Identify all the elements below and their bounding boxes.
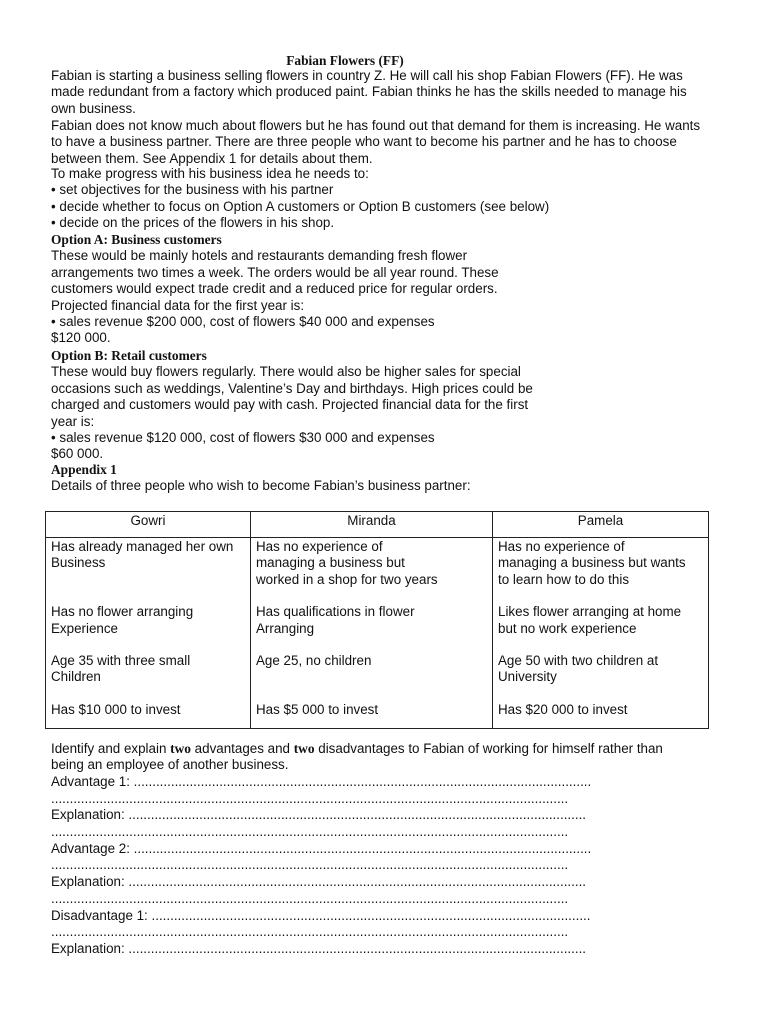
answer-label: Explanation: (51, 940, 129, 956)
option-a-text: These would be mainly hotels and restaurants demanding fresh flower arrangements two times a week. The orders would be all year round. These customers would expect trade credit and a reduced price for regular orders. (51, 248, 499, 297)
answer-line[interactable] (51, 824, 621, 841)
table-header-row (46, 512, 709, 538)
intro-paragraph-1 (51, 68, 701, 117)
intro-text-3: To make progress with his business idea he needs to: (51, 166, 369, 181)
answer-label: Advantage 1: (51, 774, 134, 789)
question-part: Identify and explain (51, 741, 171, 756)
cell-text: but no work experience (498, 620, 637, 636)
cell-text: Has no flower arranging (51, 604, 194, 620)
answer-line[interactable] (51, 791, 621, 808)
answer-dots: ........................................................................................................................... (128, 807, 587, 823)
table-cell (46, 538, 251, 729)
cell-text: Arranging (256, 620, 315, 636)
option-b-heading: Option B: Retail customers (51, 348, 207, 363)
question-part: advantages and (190, 741, 294, 756)
cell-spacer (256, 686, 487, 702)
cell-text: to learn how to do this (498, 571, 630, 587)
answer-label: Disadvantage 1: (51, 907, 152, 923)
appendix-section (51, 462, 701, 495)
page-title: Fabian Flowers (FF) (286, 53, 404, 68)
cell-text: Age 50 with two children at (498, 653, 659, 669)
answer-line[interactable] (51, 841, 621, 858)
intro-text-2: Fabian does not know much about flowers but he has found out that demand for them is increasing. He wants to have a business partner. There are three people who want to become his partner and he has to choose between them. See Appendix 1 for details about them. (51, 118, 701, 166)
cell-spacer (51, 572, 245, 588)
cell-spacer (498, 686, 703, 702)
appendix-subtitle: Details of three people who wish to become Fabian’s business partner: (51, 478, 471, 494)
intro-paragraph-2 (51, 118, 701, 167)
answer-label: Advantage 2: (51, 840, 134, 856)
answer-line[interactable] (51, 908, 621, 925)
option-a-bullet: • sales revenue $200 000, cost of flowers $40 000 and expenses $120 000. (51, 314, 435, 346)
task-bullet: • set objectives for the business with his partner (51, 182, 334, 198)
cell-spacer (51, 686, 245, 702)
answer-dots: ........................................................................................................................................... (51, 890, 569, 906)
table-cell (251, 538, 493, 729)
appendix-heading: Appendix 1 (51, 462, 117, 477)
cell-text: Business (51, 555, 106, 571)
cell-text: Likes flower arranging at home (498, 604, 682, 620)
cell-text: Has $10 000 to invest (51, 701, 181, 717)
cell-text: worked in a shop for two years (256, 571, 438, 587)
answer-line[interactable] (51, 924, 621, 941)
answer-dots: ........................................................................................................................... (133, 774, 592, 789)
answer-line[interactable] (51, 774, 621, 791)
header-miranda: Miranda (251, 512, 493, 538)
header-pamela: Pamela (493, 512, 709, 538)
cell-text: University (498, 669, 557, 685)
option-a-section (51, 232, 541, 347)
table-row (46, 538, 709, 729)
option-b-text: These would buy flowers regularly. There would also be higher sales for special occasions such as weddings, Valentine’s Day and birthdays. High prices could be charged and customers would pay with cash. Projected financial data for the first year is: (51, 364, 533, 429)
answer-line[interactable] (51, 941, 621, 958)
answer-line[interactable] (51, 857, 621, 874)
cell-text: Has qualifications in flower (256, 604, 415, 620)
option-b-bullet: • sales revenue $120 000, cost of flowers $30 000 and expenses $60 000. (51, 430, 435, 462)
table-cell (493, 538, 709, 729)
answer-dots: ........................................................................................................................... (128, 940, 587, 956)
cell-spacer (498, 637, 703, 653)
answer-dots: ........................................................................................................................... (133, 840, 592, 856)
answer-line[interactable] (51, 807, 621, 824)
cell-spacer (256, 637, 487, 653)
cell-text: managing a business but wants (498, 555, 686, 571)
cell-spacer (51, 637, 245, 653)
header-gowri: Gowri (46, 512, 251, 538)
cell-text: Has no experience of (498, 539, 625, 554)
answer-dots: ...................................................................................................................... (151, 907, 591, 923)
answer-label: Explanation: (51, 807, 129, 823)
option-b-section (51, 348, 541, 463)
cell-text: managing a business but (256, 555, 405, 571)
cell-spacer (51, 588, 245, 604)
answer-area[interactable] (51, 774, 621, 958)
answer-label: Explanation: (51, 874, 129, 890)
option-a-heading: Option A: Business customers (51, 232, 222, 247)
cell-spacer (256, 669, 487, 685)
answer-line[interactable] (51, 874, 621, 891)
option-a-projected: Projected financial data for the first year is: (51, 297, 305, 313)
cell-text: Has $5 000 to invest (256, 701, 379, 717)
task-bullet: • decide whether to focus on Option A customers or Option B customers (see below) (51, 198, 550, 214)
cell-text: Has already managed her own (51, 539, 234, 554)
question-text (51, 741, 691, 774)
partners-table (45, 511, 709, 729)
answer-line[interactable] (51, 891, 621, 908)
cell-text: Age 25, no children (256, 653, 372, 669)
intro-text-1: Fabian is starting a business selling flowers in country Z. He will call his shop Fabian Flowers (FF). He was made redundant from a factory which produced paint. Fabian thinks he has the skills needed to manage his own business. (51, 68, 687, 116)
question-emphasis: two (293, 741, 315, 756)
intro-tasks (51, 166, 701, 232)
answer-dots: ........................................................................................................................................... (51, 790, 569, 806)
answer-dots: ........................................................................................................................... (128, 874, 587, 890)
task-bullet: • decide on the prices of the flowers in his shop. (51, 215, 335, 231)
cell-text: Age 35 with three small (51, 653, 191, 669)
answer-dots: ........................................................................................................................................... (51, 824, 569, 840)
answer-dots: ........................................................................................................................................... (51, 857, 569, 873)
question-emphasis: two (170, 741, 191, 756)
cell-text: Children (51, 669, 101, 685)
cell-text: Has $20 000 to invest (498, 701, 628, 717)
question-prompt (51, 741, 691, 774)
cell-spacer (498, 588, 703, 604)
answer-dots: ........................................................................................................................................... (51, 924, 569, 940)
cell-text: Experience (51, 620, 118, 636)
cell-text: Has no experience of (256, 539, 383, 554)
cell-spacer (256, 588, 487, 604)
question-part: disadvantages to Fabian of working for himself rather than being an employee of another business. (51, 741, 663, 773)
